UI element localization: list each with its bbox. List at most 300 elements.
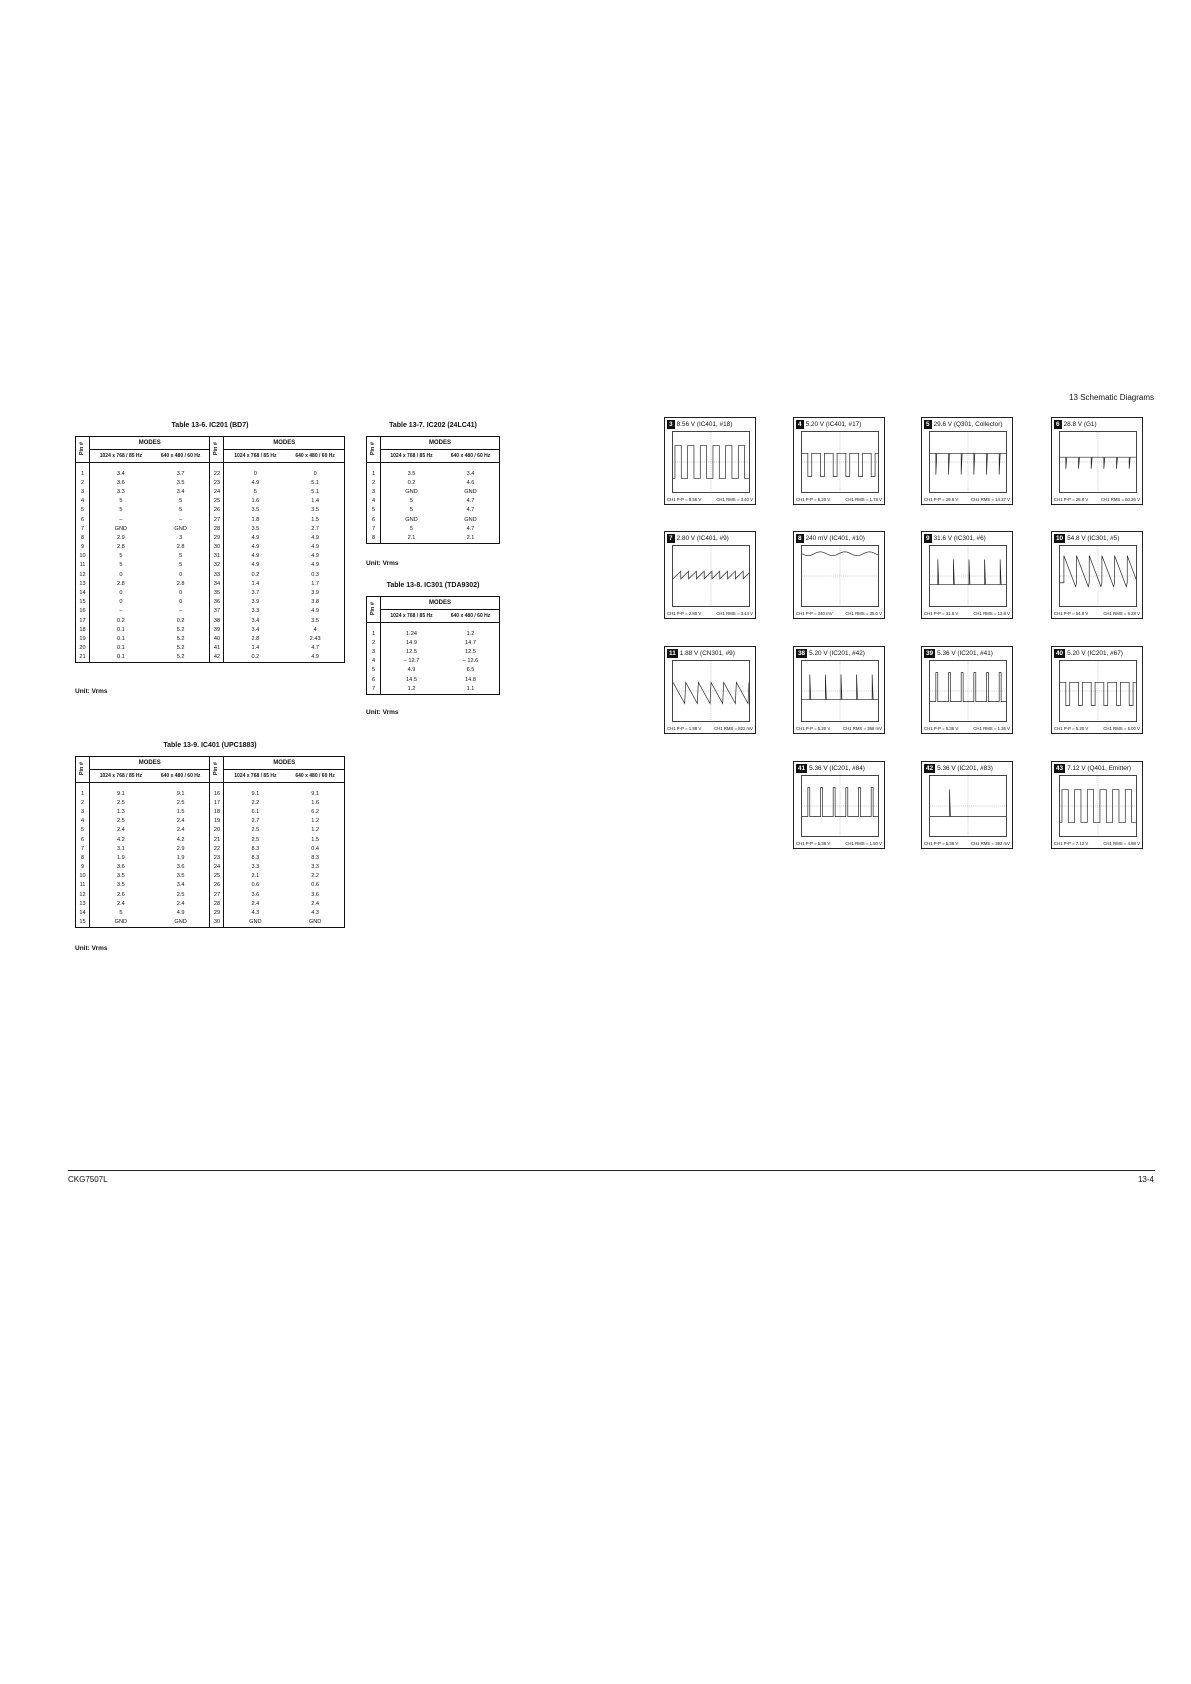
voltage-cell: 3.5: [176, 479, 185, 486]
pin-number-cell: 33: [210, 571, 224, 580]
res-header: 640 x 480 / 60 Hz: [152, 450, 210, 463]
rms-readout: CH1 RMS = 3.44 V: [716, 611, 753, 616]
table-row: [76, 561, 345, 570]
voltage-cell: 3.3: [224, 863, 286, 872]
res-header: 1024 x 768 / 85 Hz: [224, 770, 286, 783]
waveform-caption: [796, 649, 865, 658]
voltage-cell: GND: [308, 919, 322, 926]
waveform-caption: [1054, 534, 1119, 543]
table-13-7-title: Table 13-7. IC202 (24LC41): [389, 422, 477, 429]
voltage-cell: 3.4: [176, 882, 185, 889]
voltage-cell: 14.8: [465, 676, 476, 683]
pin-number-cell: 24: [210, 488, 224, 497]
table-row: [367, 534, 500, 544]
pin-number-cell: 7: [80, 845, 85, 852]
voltage-cell: 5: [179, 562, 183, 569]
table-row: [76, 479, 345, 488]
voltage-cell: 5: [224, 488, 286, 497]
oscilloscope-graticule: [929, 545, 1007, 607]
table-row: [76, 552, 345, 561]
voltage-cell: 2.8: [90, 580, 152, 589]
pin-number-cell: 7: [371, 685, 376, 692]
table-row: [76, 617, 345, 626]
voltage-cell: 1.6: [224, 497, 286, 506]
table-row: [76, 635, 345, 644]
voltage-cell: 8.3: [311, 854, 320, 861]
voltage-cell: 14.7: [465, 639, 476, 646]
waveform-caption: [796, 764, 865, 773]
pin-header: Pin #: [79, 441, 85, 456]
voltage-cell: 4.9: [176, 910, 185, 917]
voltage-cell: 1.7: [311, 580, 320, 587]
voltage-cell: – 12.7: [381, 657, 442, 666]
pin-number-cell: 31: [210, 552, 224, 561]
oscilloscope-graticule: [1059, 660, 1137, 722]
voltage-cell: 4.3: [311, 910, 320, 917]
voltage-cell: 2.8: [90, 543, 152, 552]
voltage-cell: 5: [90, 909, 152, 918]
voltage-cell: 4.9: [311, 562, 320, 569]
table-row: [76, 872, 345, 881]
waveform-label: 5.20 V (IC401, #17): [805, 421, 862, 428]
waveform-number-badge: 42: [926, 765, 934, 772]
voltage-cell: 0: [90, 589, 152, 598]
pin-number-cell: 9: [80, 864, 85, 871]
pin-number-cell: 13: [79, 580, 86, 587]
pin-number-cell: 41: [210, 644, 224, 653]
voltage-cell: GND: [90, 918, 152, 928]
table-13-9-unit: Unit: Vrms: [75, 945, 108, 952]
pin-number-cell: 32: [210, 561, 224, 570]
pin-number-cell: 27: [210, 891, 224, 900]
table-row: [367, 675, 500, 684]
table-13-6: [75, 436, 345, 663]
peak-to-peak-readout: CH1 P-P = 5.36 V: [924, 841, 959, 846]
voltage-cell: 1.4: [224, 644, 286, 653]
voltage-cell: 4.9: [224, 543, 286, 552]
peak-to-peak-readout: CH1 P-P = 29.6 V: [924, 497, 959, 502]
pin-header: Pin #: [213, 441, 220, 456]
voltage-cell: 0: [313, 470, 317, 477]
waveform-readout: [796, 726, 882, 731]
voltage-cell: 2.4: [176, 818, 185, 825]
voltage-cell: 5: [381, 506, 442, 515]
pin-number-cell: 7: [80, 525, 85, 532]
waveform-panel: [1051, 646, 1143, 734]
waveform-readout: [924, 726, 1010, 731]
pin-number-cell: 26: [210, 881, 224, 890]
table-row: [76, 534, 345, 543]
pin-number-cell: 15: [79, 919, 86, 926]
pin-number-cell: 15: [79, 599, 86, 606]
voltage-cell: 0.6: [311, 882, 320, 889]
voltage-cell: 5.2: [176, 626, 185, 633]
oscilloscope-graticule: [929, 660, 1007, 722]
voltage-cell: 5.2: [176, 654, 185, 661]
waveform-caption: [796, 534, 865, 543]
pin-number-cell: 18: [79, 626, 86, 633]
table-row: [76, 497, 345, 506]
waveform-label: 5.36 V (IC201, #41): [937, 650, 993, 657]
voltage-cell: 4.2: [90, 835, 152, 844]
voltage-cell: 3: [179, 534, 183, 541]
table-row: [76, 543, 345, 552]
res-header: 1024 x 768 / 85 Hz: [381, 610, 442, 623]
rms-readout: CH1 RMS = 3.40 V: [716, 497, 753, 502]
table-13-7-body: [367, 463, 500, 544]
voltage-cell: 0.2: [176, 617, 185, 624]
pin-number-cell: 2: [80, 479, 85, 486]
pin-number-cell: 6: [371, 676, 376, 683]
pin-number-cell: 10: [79, 553, 86, 560]
voltage-cell: 4.9: [224, 479, 286, 488]
voltage-cell: 1.2: [311, 818, 320, 825]
voltage-cell: 1.1: [466, 685, 475, 692]
pin-number-cell: 4: [80, 818, 85, 825]
table-row: [367, 657, 500, 666]
voltage-cell: 9.1: [90, 790, 152, 799]
voltage-cell: 2.6: [90, 891, 152, 900]
rms-readout: CH1 RMS = 1.50 V: [845, 841, 882, 846]
oscilloscope-graticule: [801, 431, 879, 493]
pin-number-cell: 9: [80, 544, 85, 551]
waveform-panel: [793, 646, 885, 734]
table-row: [367, 666, 500, 675]
voltage-cell: 8.3: [224, 845, 286, 854]
voltage-cell: 0.1: [90, 653, 152, 663]
table-row: [76, 470, 345, 479]
voltage-cell: 3.5: [381, 470, 442, 479]
voltage-cell: 0: [179, 599, 183, 606]
table-row: [76, 598, 345, 607]
waveform-caption: [924, 420, 1002, 429]
table-row: [367, 630, 500, 639]
table-row: [367, 685, 500, 695]
res-header: 1024 x 768 / 85 Hz: [381, 450, 442, 463]
pin-number-cell: 1: [371, 630, 376, 637]
waveform-label: 8.56 V (IC401, #18): [676, 421, 733, 428]
pin-number-cell: 1: [80, 470, 85, 477]
pin-number-cell: 29: [210, 909, 224, 918]
voltage-cell: 3.5: [90, 881, 152, 890]
pin-number-cell: 27: [210, 515, 224, 524]
voltage-cell: 3.6: [224, 891, 286, 900]
voltage-cell: 2.5: [224, 826, 286, 835]
voltage-cell: 4.9: [311, 544, 320, 551]
table-row: [76, 881, 345, 890]
voltage-cell: 5: [90, 506, 152, 515]
voltage-cell: 0: [179, 571, 183, 578]
voltage-cell: –: [90, 515, 152, 524]
voltage-cell: 2.5: [90, 817, 152, 826]
table-row: [76, 515, 345, 524]
voltage-cell: 3.4: [176, 488, 185, 495]
voltage-cell: 0.3: [311, 571, 320, 578]
voltage-cell: GND: [90, 525, 152, 534]
waveform-panel: [921, 531, 1013, 619]
waveform-label: 7.12 V (Q401, Emitter): [1067, 765, 1132, 772]
voltage-cell: 4.7: [466, 498, 475, 505]
peak-to-peak-readout: CH1 P-P = 8.56 V: [667, 497, 702, 502]
voltage-cell: 12.5: [381, 648, 442, 657]
voltage-cell: 4.9: [311, 608, 320, 615]
pin-number-cell: 20: [79, 645, 86, 652]
table-13-7-unit: Unit: Vrms: [366, 560, 399, 567]
pin-header: Pin #: [370, 441, 376, 456]
modes-header: MODES: [381, 597, 500, 610]
voltage-cell: 9.1: [224, 790, 286, 799]
voltage-cell: 2.4: [224, 900, 286, 909]
res-header: 1024 x 768 / 85 Hz: [90, 770, 152, 783]
waveform-readout: [796, 841, 882, 846]
table-row: [76, 644, 345, 653]
table-13-9-title: Table 13-9. IC401 (UPC1883): [163, 742, 257, 749]
voltage-cell: 1.4: [224, 580, 286, 589]
oscilloscope-graticule: [929, 431, 1007, 493]
pin-number-cell: 37: [210, 607, 224, 616]
voltage-cell: GND: [464, 516, 477, 523]
pin-number-cell: 6: [80, 516, 85, 523]
voltage-cell: – 12.6: [462, 658, 479, 665]
waveform-panel: [793, 417, 885, 505]
oscilloscope-graticule: [672, 660, 750, 722]
pin-number-cell: 11: [79, 882, 86, 889]
peak-to-peak-readout: CH1 P-P = 5.20 V: [1054, 726, 1089, 731]
pin-number-cell: 22: [210, 845, 224, 854]
waveform-number-badge: 39: [926, 650, 934, 657]
pin-number-cell: 4: [371, 498, 376, 505]
waveform-number-badge: 3: [669, 421, 673, 428]
peak-to-peak-readout: CH1 P-P = 5.36 V: [796, 841, 831, 846]
pin-number-cell: 20: [210, 826, 224, 835]
voltage-cell: 6.1: [224, 808, 286, 817]
voltage-cell: 1.9: [90, 854, 152, 863]
voltage-cell: 1.5: [176, 808, 185, 815]
voltage-cell: 8.3: [224, 854, 286, 863]
waveform-label: 2.80 V (IC401, #9): [676, 535, 729, 542]
waveform-caption: [667, 649, 735, 658]
voltage-cell: 3.9: [311, 590, 320, 597]
rms-readout: CH1 RMS = 6.28 V: [1103, 611, 1140, 616]
voltage-cell: 4.9: [224, 534, 286, 543]
waveform-label: 5.36 V (IC201, #84): [809, 765, 865, 772]
table-row: [367, 497, 500, 506]
voltage-cell: 2.4: [176, 900, 185, 907]
table-13-8-unit: Unit: Vrms: [366, 709, 399, 716]
waveform-panel: [921, 761, 1013, 849]
pin-header: Pin #: [213, 761, 220, 776]
voltage-cell: 2.1: [466, 534, 475, 541]
waveform-label: 31.6 V (IC301, #6): [933, 535, 986, 542]
voltage-cell: 2.1: [381, 534, 442, 544]
voltage-cell: 1.9: [176, 854, 185, 861]
pin-number-cell: 5: [371, 507, 376, 514]
table-row: [76, 607, 345, 616]
voltage-cell: 2.4: [311, 900, 320, 907]
voltage-cell: 4: [313, 626, 317, 633]
voltage-cell: 2.8: [176, 544, 185, 551]
waveform-panel: [921, 417, 1013, 505]
voltage-cell: 4.9: [224, 561, 286, 570]
res-header: 640 x 480 / 60 Hz: [286, 770, 344, 783]
voltage-cell: 3.7: [176, 470, 185, 477]
voltage-cell: 4.6: [466, 479, 475, 486]
oscilloscope-graticule: [929, 775, 1007, 837]
table-row: [367, 470, 500, 479]
voltage-cell: 4.7: [466, 507, 475, 514]
pin-number-cell: 7: [371, 525, 376, 532]
table-row: [76, 571, 345, 580]
voltage-cell: 5: [381, 525, 442, 534]
voltage-cell: 3.5: [176, 873, 185, 880]
voltage-cell: 5: [179, 553, 183, 560]
voltage-cell: 3.8: [311, 599, 320, 606]
voltage-cell: 2.5: [176, 891, 185, 898]
voltage-cell: 5: [90, 552, 152, 561]
table-13-8-title: Table 13-8. IC301 (TDA9302): [386, 582, 480, 589]
voltage-cell: 3.5: [311, 507, 320, 514]
waveform-panel: [793, 531, 885, 619]
peak-to-peak-readout: CH1 P-P = 28.8 V: [1054, 497, 1089, 502]
table-row: [76, 506, 345, 515]
pin-number-cell: 30: [210, 918, 224, 928]
table-13-8-body: [367, 623, 500, 695]
voltage-cell: 6.5: [466, 667, 475, 674]
voltage-cell: 3.7: [224, 589, 286, 598]
res-header: 1024 x 768 / 85 Hz: [90, 450, 152, 463]
pin-number-cell: 16: [79, 608, 86, 615]
res-header: 1024 x 768 / 85 Hz: [224, 450, 286, 463]
voltage-cell: 1.2: [381, 685, 442, 695]
voltage-cell: GND: [381, 515, 442, 524]
voltage-cell: 3.9: [224, 598, 286, 607]
pin-number-cell: 21: [79, 654, 86, 661]
waveform-caption: [1054, 420, 1097, 429]
voltage-cell: 4.7: [466, 525, 475, 532]
table-row: [76, 854, 345, 863]
voltage-cell: 0.4: [311, 845, 320, 852]
table-row: [367, 525, 500, 534]
table-13-6-unit: Unit: Vrms: [75, 688, 108, 695]
pin-number-cell: 16: [210, 790, 224, 799]
rms-readout: CH1 RMS = 60.26 V: [1100, 497, 1140, 502]
waveform-caption: [796, 420, 861, 429]
modes-header: MODES: [90, 437, 210, 450]
pin-number-cell: 14: [79, 590, 86, 597]
oscilloscope-graticule: [801, 545, 879, 607]
waveform-caption: [924, 764, 993, 773]
voltage-cell: 14.9: [381, 639, 442, 648]
waveform-panel: [921, 646, 1013, 734]
table-row: [76, 900, 345, 909]
waveform-panel: [793, 761, 885, 849]
voltage-cell: 4.9: [311, 534, 320, 541]
waveform-number-badge: 7: [669, 535, 673, 542]
pin-number-cell: 12: [79, 891, 86, 898]
waveform-label: 28.8 V (G1): [1063, 421, 1097, 428]
waveform-number-badge: 10: [1056, 535, 1064, 542]
voltage-cell: 12.5: [465, 648, 476, 655]
waveform-caption: [1054, 764, 1131, 773]
voltage-cell: 4.3: [224, 909, 286, 918]
voltage-cell: 3.6: [311, 891, 320, 898]
pin-number-cell: 5: [371, 667, 376, 674]
voltage-cell: 0.2: [381, 479, 442, 488]
voltage-cell: –: [179, 608, 183, 615]
voltage-cell: 3.3: [90, 488, 152, 497]
voltage-cell: 2.7: [311, 525, 320, 532]
pin-number-cell: 29: [210, 534, 224, 543]
waveform-panel: [664, 531, 756, 619]
waveform-caption: [924, 534, 986, 543]
voltage-cell: 2.2: [311, 873, 320, 880]
waveform-panel: [664, 646, 756, 734]
modes-header: MODES: [224, 757, 345, 770]
pin-number-cell: 4: [371, 658, 376, 665]
voltage-cell: 1.8: [224, 515, 286, 524]
waveform-panel: [664, 417, 756, 505]
pin-number-cell: 3: [80, 808, 85, 815]
rms-readout: CH1 RMS = 368 mV: [842, 726, 882, 731]
pin-number-cell: 19: [210, 817, 224, 826]
voltage-cell: 2.1: [224, 872, 286, 881]
voltage-cell: 3.6: [90, 479, 152, 488]
table-row: [76, 835, 345, 844]
peak-to-peak-readout: CH1 P-P = 2.80 V: [667, 611, 702, 616]
pin-number-cell: 17: [79, 617, 86, 624]
pin-number-cell: 8: [80, 534, 85, 541]
voltage-cell: 4.9: [311, 553, 320, 560]
voltage-cell: 5: [90, 497, 152, 506]
table-row: [76, 808, 345, 817]
waveform-readout: [924, 497, 1010, 502]
waveform-caption: [924, 649, 993, 658]
waveform-readout: [796, 611, 882, 616]
modes-header: MODES: [381, 437, 500, 450]
rms-readout: CH1 RMS = 35.0 V: [845, 611, 882, 616]
voltage-cell: 2.5: [224, 835, 286, 844]
voltage-cell: 4.7: [311, 645, 320, 652]
voltage-cell: 0.2: [224, 571, 286, 580]
voltage-cell: GND: [174, 525, 187, 532]
oscilloscope-graticule: [801, 660, 879, 722]
voltage-cell: 3.4: [224, 626, 286, 635]
table-row: [76, 863, 345, 872]
table-row: [367, 648, 500, 657]
voltage-cell: 1.24: [381, 630, 442, 639]
table-row: [76, 488, 345, 497]
waveform-label: 1.88 V (CN301, #9): [679, 650, 735, 657]
pin-number-cell: 25: [210, 872, 224, 881]
waveform-readout: [796, 497, 882, 502]
voltage-cell: 0: [90, 571, 152, 580]
pin-number-cell: 6: [80, 836, 85, 843]
voltage-cell: –: [90, 607, 152, 616]
pin-number-cell: 35: [210, 589, 224, 598]
waveform-caption: [1054, 649, 1123, 658]
pin-number-cell: 11: [79, 562, 86, 569]
pin-number-cell: 30: [210, 543, 224, 552]
peak-to-peak-readout: CH1 P-P = 240 mV: [796, 611, 833, 616]
pin-number-cell: 6: [371, 516, 376, 523]
waveform-label: 5.36 V (IC201, #83): [937, 765, 993, 772]
rms-readout: CH1 RMS = 5.00 V: [1103, 726, 1140, 731]
pin-number-cell: 19: [79, 635, 86, 642]
voltage-cell: 3.4: [466, 470, 475, 477]
pin-number-cell: 26: [210, 506, 224, 515]
table-13-7: [366, 436, 500, 544]
waveform-number-badge: 4: [798, 421, 802, 428]
